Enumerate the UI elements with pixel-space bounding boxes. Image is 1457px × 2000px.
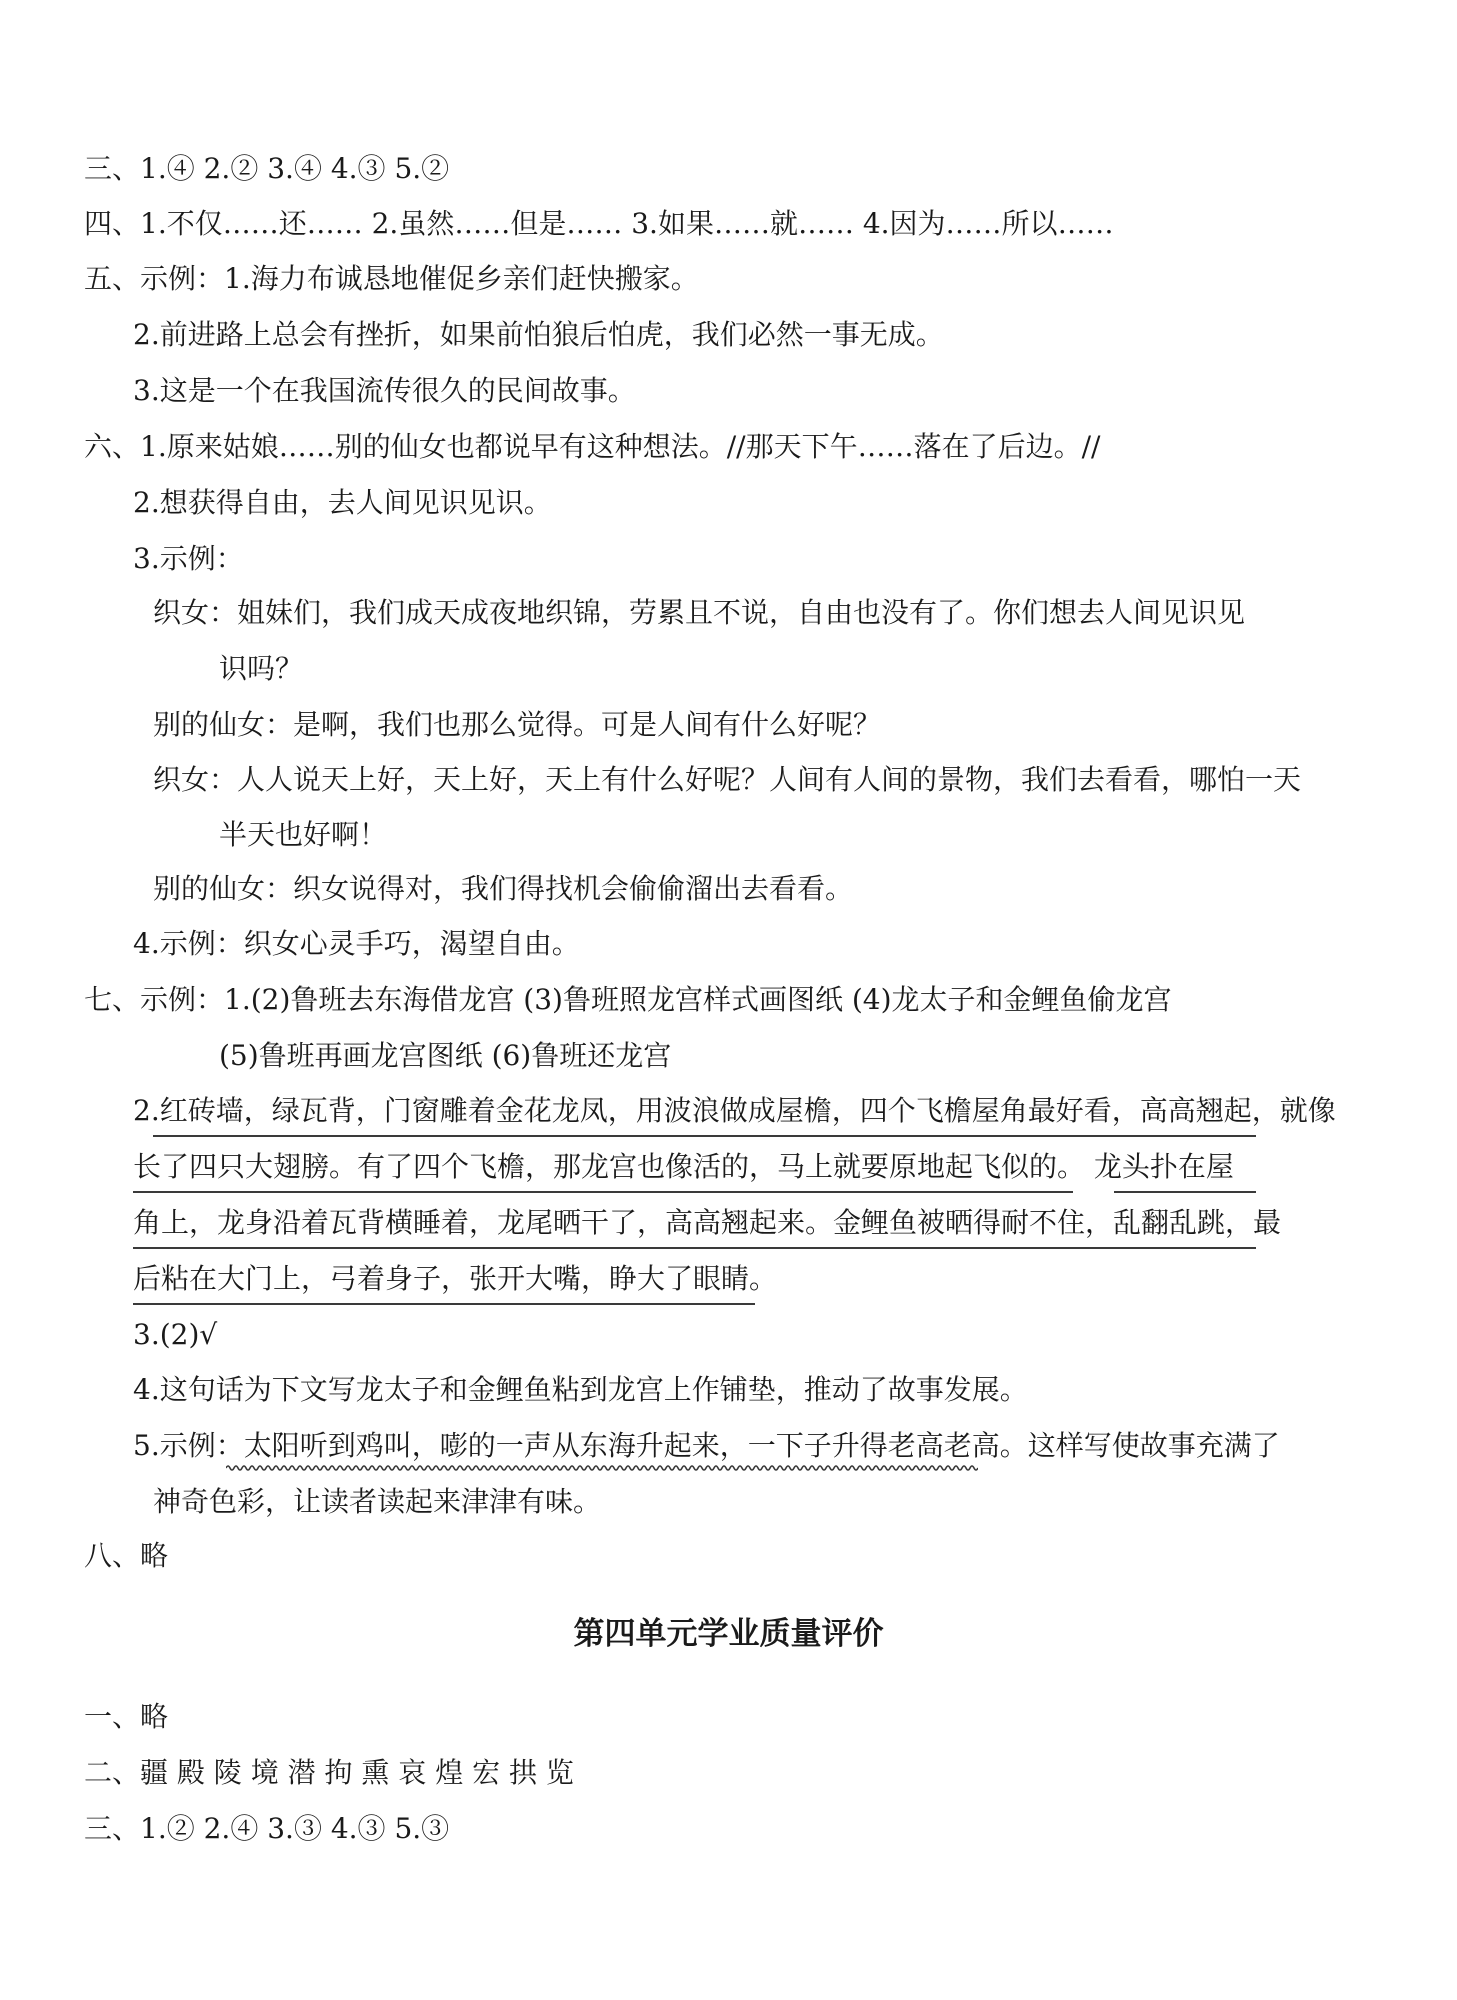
dialog-xiannv-1: 别的仙女：是啊，我们也那么觉得。可是人间有什么好呢？ <box>153 708 882 741</box>
section-7-line-3: 3.(2)√ <box>133 1318 218 1351</box>
underline-q2-4 <box>133 1303 755 1305</box>
section-7-line-1: 七、示例：1.(2)鲁班去东海借龙宫 (3)鲁班照龙宫样式画图纸 (4)龙太子和金鲤鱼偷龙宫 <box>84 983 1172 1016</box>
section-7-line-5: 5.示例：太阳听到鸡叫，嘭的一声从东海升起来，一下子升得老高老高。这样写使故事充满了 <box>133 1429 1280 1462</box>
section-7-q2-line-3: 角上，龙身沿着瓦背横睡着，龙尾晒干了，高高翘起来。金鲤鱼被晒得耐不住，乱翻乱跳，最 <box>133 1206 1282 1239</box>
underline-q2-2a <box>133 1191 1073 1193</box>
dialog-zhinv-2-cont: 半天也好啊！ <box>219 818 388 851</box>
unit-4-section-1: 一、略 <box>84 1700 169 1733</box>
section-7-line-4: 4.这句话为下文写龙太子和金鲤鱼粘到龙宫上作铺垫，推动了故事发展。 <box>133 1373 1028 1406</box>
dialog-xiannv-2: 别的仙女：织女说得对，我们得找机会偷偷溜出去看看。 <box>153 872 854 905</box>
section-6-line-2: 2.想获得自由，去人间见识见识。 <box>133 486 552 519</box>
dialog-zhinv-2: 织女：人人说天上好，天上好，天上有什么好呢？人间有人间的景物，我们去看看，哪怕一天 <box>153 763 1302 796</box>
underline-q2-2b <box>1114 1191 1256 1193</box>
section-5-line-1: 五、示例：1.海力布诚恳地催促乡亲们赶快搬家。 <box>84 262 699 295</box>
wavy-underline <box>226 1464 978 1472</box>
dialog-zhinv-1: 织女：姐妹们，我们成天成夜地织锦，劳累且不说，自由也没有了。你们想去人间见识见 <box>153 596 1246 629</box>
section-7-line-5-cont: 神奇色彩，让读者读起来津津有味。 <box>153 1485 602 1518</box>
section-7-line-1-cont: (5)鲁班再画龙宫图纸 (6)鲁班还龙宫 <box>219 1039 672 1072</box>
section-6-line-1: 六、1.原来姑娘……别的仙女也都说早有这种想法。//那天下午……落在了后边。// <box>84 430 1101 463</box>
dialog-zhinv-1-cont: 识吗？ <box>219 652 304 685</box>
unit-4-title: 第四单元学业质量评价 <box>573 1616 884 1652</box>
section-7-q2-line-2: 长了四只大翅膀。有了四个飞檐，那龙宫也像活的，马上就要原地起飞似的。 龙头扑在屋 <box>133 1150 1234 1183</box>
section-8-answer: 八、略 <box>84 1539 169 1572</box>
section-3-answers: 三、1.④ 2.② 3.④ 4.③ 5.② <box>84 152 450 185</box>
section-5-line-2: 2.前进路上总会有挫折，如果前怕狼后怕虎，我们必然一事无成。 <box>133 318 944 351</box>
unit-4-section-3: 三、1.② 2.④ 3.③ 4.③ 5.③ <box>84 1812 450 1845</box>
section-5-line-3: 3.这是一个在我国流传很久的民间故事。 <box>133 374 636 407</box>
section-7-q2-line-4: 后粘在大门上，弓着身子，张开大嘴，睁大了眼睛。 <box>133 1262 778 1295</box>
underline-q2-1 <box>153 1135 1256 1137</box>
section-4-answers: 四、1.不仅……还…… 2.虽然……但是…… 3.如果……就…… 4.因为……所以…… <box>84 207 1114 240</box>
section-6-line-4: 4.示例：织女心灵手巧，渴望自由。 <box>133 927 580 960</box>
section-6-line-3: 3.示例： <box>133 542 244 575</box>
section-7-q2-line-1: 2.红砖墙，绿瓦背，门窗雕着金花龙凤，用波浪做成屋檐，四个飞檐屋角最好看，高高翘起，就像 <box>133 1094 1336 1127</box>
underline-q2-3 <box>133 1247 1256 1249</box>
unit-4-section-2: 二、疆 殿 陵 境 潜 拘 熏 哀 煌 宏 拱 览 <box>84 1756 574 1789</box>
